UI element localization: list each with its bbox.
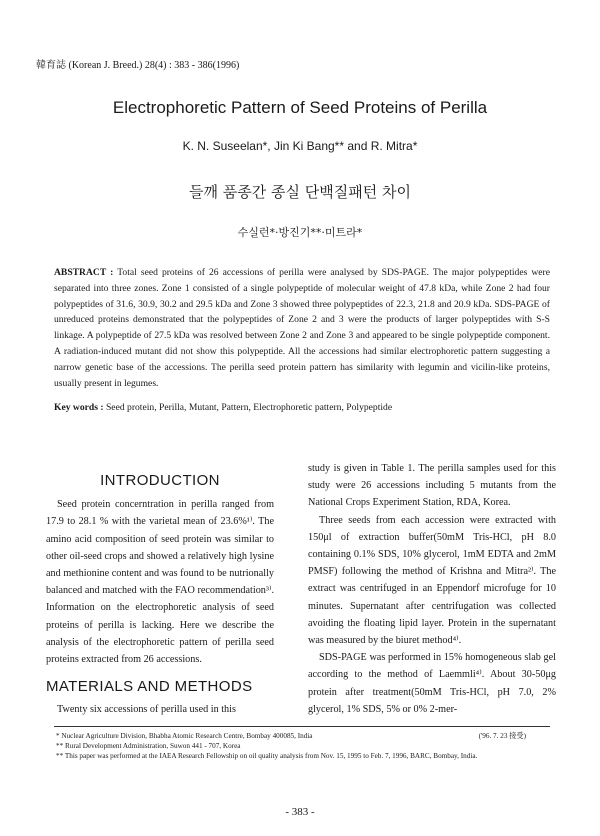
footnote-text: * Nuclear Agriculture Division, Bhabha Atomic Research Centre, Bombay 400085, India (56, 732, 313, 740)
introduction-heading: INTRODUCTION (100, 472, 220, 489)
footnote-affiliation-1 (56, 731, 556, 741)
methods-paragraph: Twenty six accessions of perilla used in this (57, 704, 236, 716)
abstract-text: Total seed proteins of 26 accessions of perilla were analysed by SDS-PAGE. The major polypeptides were separated into three zones. Zone 1 consisted of a single polypeptide of molecular weight of 47.8 kDa, while Zone 2 had four polypeptides of 31.6, 30.9, 30.2 and 29.5 kDa and Zone 3 showed three polypeptides of 22.3, 21.8 and 20.9 kDa. SDS-PAGE of unreduced proteins demonstrated that the polypeptides of Zone 2 and 3 were the products of larger polypeptides with S-S linkage. A polypeptide of 27.5 kDa was resolved between Zone 2 and Zone 3 and appeared to be single polypeptide component. A radiation-induced mutant did not show this polypeptide. All the accessions had similar electrophoretic pattern suggesting a narrow genetic base of the accessions. The perilla seed protein pattern has similarity with legumin and vicilin-like proteins, usually present in legumes. (54, 267, 551, 389)
footnote-funding: ** This paper was performed at the IAEA Research Fellowship on oil quality analysis from Nov. 15, 1995 to Feb. 7, 1996, BARC, Bombay, India. (56, 752, 478, 760)
abstract-label: ABSTRACT : (54, 267, 114, 278)
paper-title: Electrophoretic Pattern of Seed Proteins of Perilla (112, 98, 488, 117)
methods-paragraph-continued: study is given in Table 1. The perilla samples used for this study were 26 accessions including 5 mutants from the National Crops Experiment Station, RDA, Korea. (308, 463, 556, 509)
received-date: ('96. 7. 23 接受) (478, 732, 526, 740)
korean-authors: 수실런*·방진기**·미트라* (237, 226, 363, 239)
footnote-divider (54, 726, 550, 727)
abstract (54, 265, 550, 391)
korean-title: 들깨 품종간 종실 단백질패턴 차이 (189, 183, 411, 201)
journal-header: 韓育誌 (Korean J. Breed.) 28(4) : 383 - 386(1996) (36, 60, 240, 71)
keywords (54, 402, 550, 413)
keywords-label: Key words : (54, 402, 104, 413)
introduction-paragraph: Seed protein concerntration in perilla ranged from 17.9 to 28.1 % with the varietal mean of 23.6%¹⁾. The amino acid composition of seed protein was similar to other oil-seed crops and showed a relatively high lysine and methionine content and was found to be nutrionally balanced and matched with the FAO recommendation³⁾. Information on the electrophoretic analysis of seed proteins of perilla is lacking. Here we describe the analysis of the electrophoretic pattern of perilla seed proteins extracted from 26 accessions. (46, 499, 274, 666)
methods-heading: MATERIALS AND METHODS (46, 678, 253, 696)
paper-authors: K. N. Suseelan*, Jin Ki Bang** and R. Mitra* (182, 139, 418, 153)
right-column (308, 460, 556, 718)
extraction-paragraph: Three seeds from each accession were extracted with 150μl of extraction buffer(50mM Tris-HCl, pH 8.0 containing 0.1% SDS, 10% glycerol, 1mM EDTA and 2mM PMSF) following the method of Krishna and Mitra²⁾. The extract was centrifuged in an Eppendorf microfuge for 10 minutes. Supernatant after centrifugation was collected avoiding the floating lipid layer. Protein in the supernatant was measured by the biuret method⁴⁾. (308, 514, 556, 647)
page-number: - 383 - (285, 806, 315, 818)
left-column (46, 460, 274, 719)
footnotes (56, 731, 556, 761)
sds-page-paragraph: SDS-PAGE was performed in 15% homogeneous slab gel according to the method of Laemmli⁴⁾. About 30-50μg protein after treatment(50mM Tris-HCl, pH 7.0, 2% glycerol, 1% SDS, 5% or 0% 2-mer- (308, 652, 556, 715)
keywords-text: Seed protein, Perilla, Mutant, Pattern, Electrophoretic pattern, Polypeptide (105, 402, 393, 413)
footnote-affiliation-2: ** Rural Development Administration, Suwon 441 - 707, Korea (56, 742, 241, 750)
